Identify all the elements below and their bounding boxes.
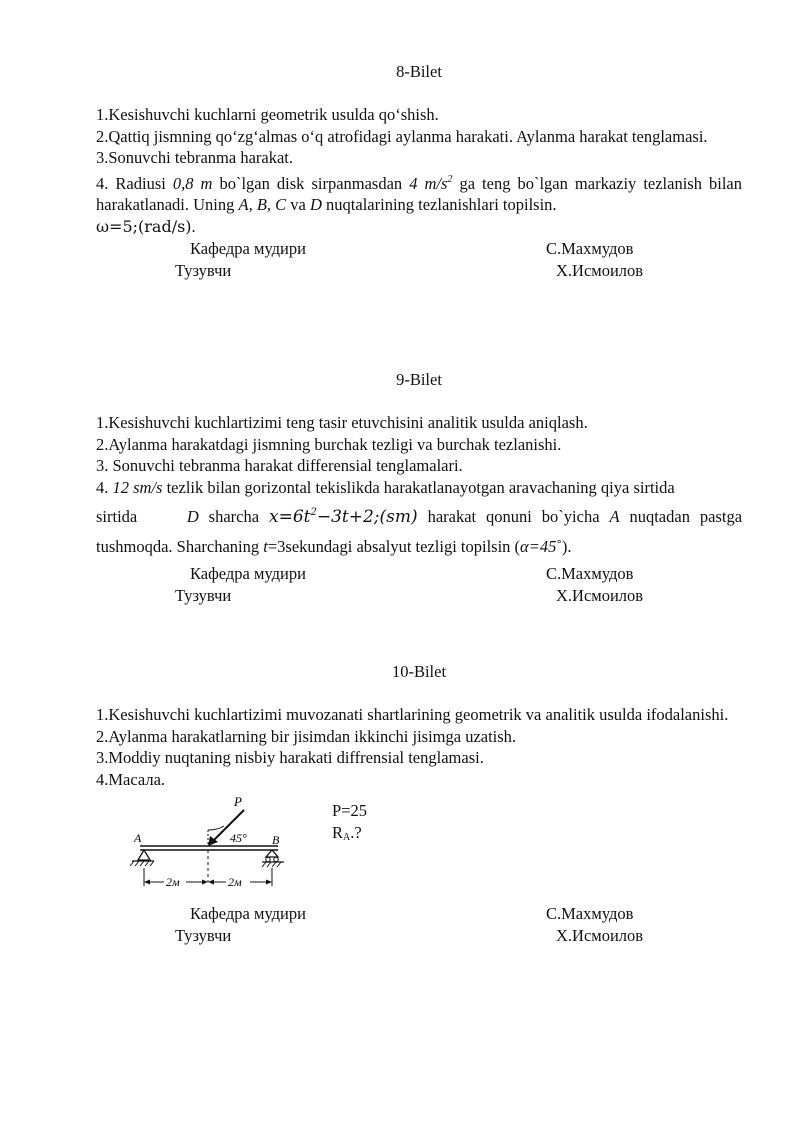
dim-arrow — [144, 880, 150, 885]
department-head-label: Кафедра мудири — [190, 564, 306, 583]
superscript: 2 — [447, 173, 453, 185]
question-3: 3.Sonuvchi tebranma harakat. — [96, 148, 294, 167]
text: tezlik bilan gorizontal tekislikda harakatlanayotgan aravachaning qiya sirtida — [162, 477, 675, 497]
angle-arc — [208, 826, 224, 830]
text: 4. Radiusi — [96, 173, 173, 193]
motion-law-formula — [269, 507, 418, 527]
ticket-title: 8-Bilet — [396, 62, 442, 81]
alpha-value: α=45 — [520, 537, 557, 556]
angle-label: 45° — [230, 831, 247, 845]
text: va — [286, 195, 310, 214]
question-1: 1.Kesishuvchi kuchlarni geometrik usulda qo‘shish. — [96, 105, 439, 124]
ticket-10 — [96, 662, 742, 947]
text: sharcha — [198, 507, 269, 526]
time-var: t — [263, 537, 268, 556]
point-a: A — [609, 507, 620, 526]
hatch-a — [130, 861, 154, 866]
point-d: D — [310, 195, 322, 214]
dim-arrow — [208, 880, 214, 885]
question-4: 4.Масала. — [96, 769, 166, 789]
text: .? — [350, 823, 362, 842]
problem-row — [96, 790, 742, 902]
acceleration-value — [409, 174, 452, 193]
department-head-name: С.Махмудов — [546, 904, 634, 923]
author-name: Х.Исмоилов — [556, 586, 644, 605]
department-head-label: Кафедра мудири — [190, 904, 306, 923]
question-4-continued — [96, 498, 742, 562]
radius-value: 0,8 m — [172, 173, 213, 193]
author-label: Тузувчи — [175, 261, 232, 280]
question-2: 2.Aylanma harakatdagi jismning burchak tezligi va burchak tezlanishi. — [96, 434, 562, 454]
ticket-9 — [96, 370, 742, 607]
formula-line — [96, 216, 742, 238]
author-name: Х.Исмоилов — [556, 261, 644, 280]
text: sirtida — [96, 507, 187, 526]
point-d: D — [186, 507, 199, 526]
roller-b2 — [274, 857, 278, 861]
subscript: A — [343, 832, 351, 843]
ticket-8 — [96, 62, 742, 282]
department-head-name: С.Махмудов — [546, 564, 634, 583]
signatures — [96, 238, 742, 282]
unknown-reaction — [332, 822, 367, 849]
question-2: 2.Aylanma harakatlarning bir jisimdan ikkinchi jisimga uzatish. — [96, 726, 517, 746]
text: nuqtadan pastga tushmoqda. Sharchaning — [96, 507, 743, 556]
author-label: Тузувчи — [175, 586, 232, 605]
department-head-label: Кафедра мудири — [190, 239, 306, 258]
text: 4 m/s — [409, 173, 448, 193]
text: . — [191, 216, 196, 236]
text: R — [332, 823, 344, 842]
force-label: P — [234, 794, 242, 809]
dim-arrow — [266, 880, 272, 885]
ticket-title: 9-Bilet — [396, 370, 442, 389]
speed-value: 12 sm/s — [112, 477, 163, 497]
question-3: 3. Sonuvchi tebranma harakat differensial tenglamalari. — [96, 456, 463, 475]
text: =3sekundagi absalyut tezligi topilsin ( — [267, 537, 521, 556]
hatch-b — [262, 862, 281, 867]
point-a-label: A — [134, 831, 142, 845]
text: x=6t — [269, 507, 311, 527]
text: harakat qonuni bo`yicha — [417, 507, 610, 526]
support-b — [266, 850, 278, 857]
question-3: 3.Moddiy nuqtaning nisbiy harakati diffrensial tenglamasi. — [96, 748, 484, 767]
points: A, B, C — [238, 195, 287, 214]
dimension-2: 2м — [228, 875, 242, 889]
ticket-title: 10-Bilet — [391, 662, 447, 681]
author-name: Х.Исмоилов — [556, 926, 644, 945]
department-head-name: С.Махмудов — [546, 239, 634, 258]
point-b-label: B — [272, 833, 280, 847]
text: ga teng bo`lgan markaziy tezlanish bilan harakatlanadi. Uning — [96, 173, 742, 214]
question-4 — [96, 169, 742, 216]
text: bo`lgan disk sirpanmasdan — [212, 173, 410, 193]
dimension-1: 2м — [166, 875, 180, 889]
author-label: Тузувчи — [175, 926, 232, 945]
question-1: 1.Kesishuvchi kuchlartizimi teng tasir etuvchisini analitik usulda aniqlash. — [96, 413, 588, 432]
question-4 — [96, 477, 742, 499]
omega-formula: ω=5;(rad/s) — [96, 216, 192, 236]
given-values — [332, 800, 367, 849]
superscript: 2 — [310, 507, 317, 518]
dim-arrow — [202, 880, 208, 885]
signatures — [96, 903, 742, 947]
text: nuqtalarining tezlanishlari topilsin. — [321, 195, 557, 214]
text: 4. — [96, 477, 113, 497]
text: −3t+2;(sm) — [316, 507, 418, 527]
roller-b1 — [266, 857, 270, 861]
question-1: 1.Kesishuvchi kuchlartizimi muvozanati shartlarining geometrik va analitik usulda ifodalanishi. — [96, 705, 729, 724]
question-2: 2.Qattiq jismning qo‘zg‘almas o‘q atrofidagi aylanma harakati. Aylanma harakat tenglamasi. — [96, 126, 708, 146]
given-force: P=25 — [332, 801, 367, 820]
beam-diagram — [126, 794, 296, 898]
signatures — [96, 563, 742, 607]
support-a — [138, 850, 150, 860]
text: ˚). — [556, 537, 572, 556]
